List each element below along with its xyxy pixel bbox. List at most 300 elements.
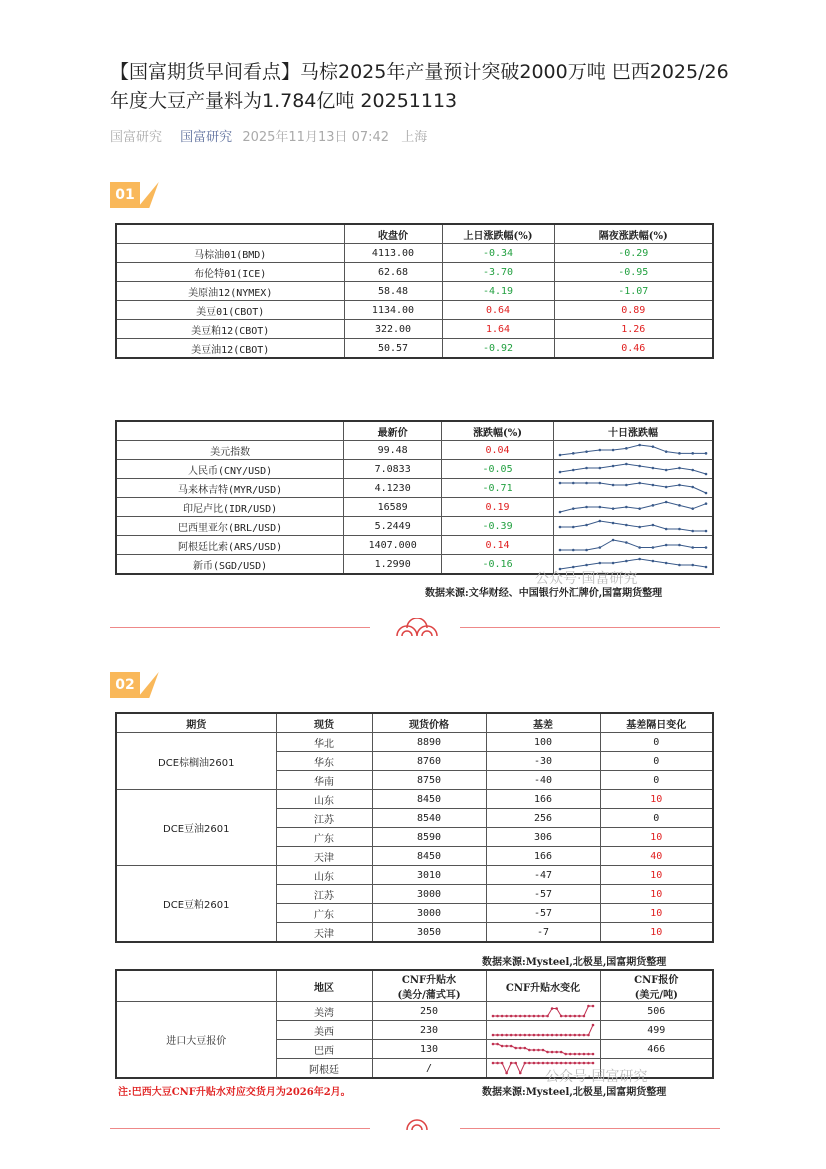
table-cell: 1.64 bbox=[442, 320, 554, 339]
sparkline-point bbox=[546, 1015, 549, 1018]
table-cell: 50.57 bbox=[344, 339, 442, 359]
sparkline-point bbox=[532, 1062, 535, 1065]
badge-stripe bbox=[137, 182, 158, 208]
sparkline-point bbox=[509, 1045, 512, 1048]
sparkline-point bbox=[625, 524, 628, 527]
table-cell: 江苏 bbox=[276, 809, 372, 828]
sparkline-point bbox=[652, 560, 655, 563]
sparkline-point bbox=[705, 566, 708, 569]
table-cell: 美豆粕12(CBOT) bbox=[116, 320, 344, 339]
sparkline-point bbox=[578, 1062, 581, 1065]
table-cell: 3000 bbox=[372, 904, 486, 923]
table-cell: 166 bbox=[486, 790, 600, 809]
sparkline-point bbox=[599, 482, 602, 485]
table-cell: -30 bbox=[486, 752, 600, 771]
table-row bbox=[116, 733, 713, 752]
sparkline-point bbox=[559, 454, 562, 457]
table-cell: 10 bbox=[600, 923, 713, 943]
table-header-row bbox=[116, 224, 713, 244]
sparkline-cell bbox=[554, 517, 714, 536]
sparkline-point bbox=[591, 1062, 594, 1065]
sparkline-point bbox=[564, 1062, 567, 1065]
sparkline-point bbox=[555, 1062, 558, 1065]
header-cell: 收盘价 bbox=[344, 224, 442, 244]
table-cell: 印尼卢比(IDR/USD) bbox=[116, 498, 344, 517]
sparkline-point bbox=[678, 544, 681, 547]
sparkline-point bbox=[572, 549, 575, 552]
sparkline-point bbox=[532, 1049, 535, 1052]
sparkline-point bbox=[652, 484, 655, 487]
table-cell: 新币(SGD/USD) bbox=[116, 555, 344, 575]
sparkline-point bbox=[652, 504, 655, 507]
sparkline-point bbox=[638, 546, 641, 549]
table-cell: 4113.00 bbox=[344, 244, 442, 263]
sparkline-point bbox=[564, 1015, 567, 1018]
sparkline-point bbox=[559, 1051, 562, 1054]
sparkline-point bbox=[568, 1015, 571, 1018]
table-cell: 8540 bbox=[372, 809, 486, 828]
sparkline-point bbox=[638, 558, 641, 561]
table-cell: 巴西 bbox=[276, 1040, 372, 1059]
table-cell: -0.71 bbox=[442, 479, 554, 498]
sparkline-point bbox=[625, 560, 628, 563]
table-cell: 8750 bbox=[372, 771, 486, 790]
author: 国富研究 bbox=[110, 130, 163, 145]
sparkline-point bbox=[559, 511, 562, 514]
sparkline-point bbox=[582, 1062, 585, 1065]
table-cell: 华南 bbox=[276, 771, 372, 790]
sparkline-point bbox=[491, 1015, 494, 1018]
sparkline-point bbox=[638, 465, 641, 468]
sparkline-point bbox=[496, 1015, 499, 1018]
sparkline-cell bbox=[554, 536, 714, 555]
badge-stripe bbox=[137, 672, 158, 698]
sparkline-point bbox=[665, 469, 668, 472]
section-badge-01 bbox=[110, 182, 154, 208]
sparkline-point bbox=[541, 1015, 544, 1018]
sparkline-point bbox=[509, 1062, 512, 1065]
sparkline-point bbox=[625, 484, 628, 487]
table-cell: 1407.000 bbox=[344, 536, 442, 555]
sparkline-point bbox=[572, 526, 575, 529]
table-cell: 华东 bbox=[276, 752, 372, 771]
sparkline-chart bbox=[554, 442, 712, 458]
sparkline-point bbox=[599, 546, 602, 549]
table-cell: 阿根廷 bbox=[276, 1059, 372, 1079]
sparkline-cell bbox=[486, 1040, 600, 1059]
futures-table bbox=[115, 223, 714, 359]
article-meta bbox=[110, 126, 435, 145]
sparkline-point bbox=[518, 1015, 521, 1018]
sparkline-point bbox=[691, 469, 694, 472]
table-cell: 0 bbox=[600, 809, 713, 828]
sparkline-point bbox=[705, 546, 708, 549]
table-row bbox=[116, 320, 713, 339]
sparkline-point bbox=[591, 1053, 594, 1056]
table-cell: -4.19 bbox=[442, 282, 554, 301]
sparkline-point bbox=[573, 1015, 576, 1018]
sparkline-point bbox=[550, 1051, 553, 1054]
fx-table bbox=[115, 420, 714, 575]
footnote: 注:巴西大豆CNF升贴水对应交货月为2026年2月。 bbox=[118, 1087, 351, 1098]
table-cell: -0.05 bbox=[442, 460, 554, 479]
sparkline-point bbox=[573, 1053, 576, 1056]
data-source: 数据来源:文华财经、中国银行外汇牌价,国富期货整理 bbox=[425, 588, 663, 599]
sparkline-point bbox=[514, 1062, 517, 1065]
sparkline-cell bbox=[554, 498, 714, 517]
header-cell: 现货 bbox=[276, 713, 372, 733]
sparkline-point bbox=[518, 1034, 521, 1037]
sparkline-cell bbox=[554, 479, 714, 498]
sparkline-point bbox=[705, 530, 708, 533]
sparkline-point bbox=[514, 1047, 517, 1050]
sparkline-point bbox=[568, 1034, 571, 1037]
sparkline-point bbox=[612, 562, 615, 565]
sparkline-chart bbox=[554, 537, 712, 553]
sparkline-point bbox=[599, 506, 602, 509]
table-cell: 230 bbox=[372, 1021, 486, 1040]
watermark: 公众号·国富研究 bbox=[535, 571, 638, 587]
sparkline-point bbox=[518, 1072, 521, 1075]
sparkline-point bbox=[625, 463, 628, 466]
sparkline-point bbox=[678, 504, 681, 507]
sparkline-point bbox=[491, 1062, 494, 1065]
sparkline-point bbox=[638, 507, 641, 510]
section-divider bbox=[110, 618, 720, 638]
table-row bbox=[116, 339, 713, 359]
sparkline-line bbox=[560, 540, 706, 550]
table-cell: 0.64 bbox=[442, 301, 554, 320]
sparkline-point bbox=[564, 1034, 567, 1037]
header-cell: 地区 bbox=[276, 970, 372, 1002]
table-cell: / bbox=[372, 1059, 486, 1079]
table-cell: 3010 bbox=[372, 866, 486, 885]
sparkline-point bbox=[500, 1062, 503, 1065]
sparkline-point bbox=[691, 546, 694, 549]
sparkline-point bbox=[559, 1062, 562, 1065]
cloud-ornament-icon bbox=[392, 618, 442, 638]
sparkline-point bbox=[678, 467, 681, 470]
sparkline-point bbox=[652, 445, 655, 448]
sparkline-point bbox=[505, 1072, 508, 1075]
sparkline-point bbox=[496, 1034, 499, 1037]
sparkline-point bbox=[528, 1034, 531, 1037]
sparkline-point bbox=[585, 482, 588, 485]
table-cell: 人民币(CNY/USD) bbox=[116, 460, 344, 479]
sparkline-point bbox=[585, 549, 588, 552]
table-row bbox=[116, 498, 713, 517]
table-cell: 506 bbox=[600, 1002, 713, 1021]
sparkline-point bbox=[537, 1034, 540, 1037]
sparkline-point bbox=[532, 1034, 535, 1037]
sparkline-point bbox=[691, 530, 694, 533]
table-row bbox=[116, 479, 713, 498]
table-cell: 0 bbox=[600, 733, 713, 752]
table-row bbox=[116, 441, 713, 460]
sparkline-point bbox=[705, 502, 708, 505]
table-cell: 16589 bbox=[344, 498, 442, 517]
sparkline-point bbox=[587, 1053, 590, 1056]
sparkline-point bbox=[528, 1015, 531, 1018]
sparkline-point bbox=[537, 1015, 540, 1018]
table-row bbox=[116, 866, 713, 885]
sparkline-point bbox=[652, 546, 655, 549]
sparkline-point bbox=[665, 528, 668, 531]
sparkline-point bbox=[573, 1034, 576, 1037]
sparkline-point bbox=[591, 1005, 594, 1008]
table-cell: 0.04 bbox=[442, 441, 554, 460]
sparkline-point bbox=[500, 1034, 503, 1037]
table-cell: 阿根廷比索(ARS/USD) bbox=[116, 536, 344, 555]
sparkline-point bbox=[612, 449, 615, 452]
header-cell: 期货 bbox=[116, 713, 276, 733]
sparkline-point bbox=[491, 1043, 494, 1046]
sparkline-point bbox=[568, 1053, 571, 1056]
sparkline-point bbox=[491, 1034, 494, 1037]
sparkline-point bbox=[585, 524, 588, 527]
sparkline-point bbox=[612, 465, 615, 468]
sparkline-point bbox=[514, 1015, 517, 1018]
sparkline-point bbox=[514, 1034, 517, 1037]
section-number: 01 bbox=[110, 182, 140, 208]
sparkline-point bbox=[612, 484, 615, 487]
table-cell: -57 bbox=[486, 885, 600, 904]
table-cell: 100 bbox=[486, 733, 600, 752]
table-row bbox=[116, 263, 713, 282]
sparkline-point bbox=[652, 524, 655, 527]
sparkline-point bbox=[665, 544, 668, 547]
sparkline-point bbox=[555, 1034, 558, 1037]
table-cell: 山东 bbox=[276, 866, 372, 885]
table-cell: 8590 bbox=[372, 828, 486, 847]
sparkline-point bbox=[705, 492, 708, 495]
sparkline-point bbox=[559, 471, 562, 474]
sparkline-point bbox=[555, 1051, 558, 1054]
sparkline-point bbox=[578, 1053, 581, 1056]
sparkline-point bbox=[665, 450, 668, 453]
table-cell: 美豆01(CBOT) bbox=[116, 301, 344, 320]
sparkline-point bbox=[500, 1015, 503, 1018]
table-cell: 99.48 bbox=[344, 441, 442, 460]
sparkline-point bbox=[705, 452, 708, 455]
sparkline-point bbox=[541, 1034, 544, 1037]
sparkline-chart bbox=[487, 1041, 599, 1057]
header-cell: CNF升贴水 (美分/蒲式耳) bbox=[372, 970, 486, 1002]
sparkline-point bbox=[599, 562, 602, 565]
table-cell: 466 bbox=[600, 1040, 713, 1059]
table-cell: -1.07 bbox=[554, 282, 713, 301]
table-row bbox=[116, 790, 713, 809]
table-cell: -0.39 bbox=[442, 517, 554, 536]
table-cell: 江苏 bbox=[276, 885, 372, 904]
table-row bbox=[116, 301, 713, 320]
sparkline-point bbox=[625, 541, 628, 544]
table-cell: 58.48 bbox=[344, 282, 442, 301]
sparkline-point bbox=[505, 1015, 508, 1018]
sparkline-chart bbox=[487, 1022, 599, 1038]
sparkline-point bbox=[559, 1034, 562, 1037]
sparkline-point bbox=[599, 467, 602, 470]
sparkline-point bbox=[559, 482, 562, 485]
table-cell: 马来林吉特(MYR/USD) bbox=[116, 479, 344, 498]
sparkline-point bbox=[587, 1034, 590, 1037]
table-row bbox=[116, 282, 713, 301]
header-cell: 十日涨跌幅 bbox=[554, 421, 714, 441]
sparkline-point bbox=[541, 1049, 544, 1052]
sparkline-point bbox=[665, 486, 668, 489]
table-cell: 4.1230 bbox=[344, 479, 442, 498]
sparkline-point bbox=[550, 1034, 553, 1037]
sparkline-point bbox=[509, 1015, 512, 1018]
table-cell: 256 bbox=[486, 809, 600, 828]
sparkline-point bbox=[528, 1062, 531, 1065]
section-number: 02 bbox=[110, 672, 140, 698]
sparkline-point bbox=[678, 484, 681, 487]
table-cell: 8890 bbox=[372, 733, 486, 752]
header-cell: CNF报价 (美元/吨) bbox=[600, 970, 713, 1002]
sparkline-point bbox=[691, 564, 694, 567]
sparkline-point bbox=[546, 1062, 549, 1065]
sparkline-chart bbox=[554, 518, 712, 534]
table-row bbox=[116, 1002, 713, 1021]
sparkline-point bbox=[587, 1062, 590, 1065]
section-divider bbox=[110, 1112, 720, 1132]
sparkline-point bbox=[638, 444, 641, 447]
publish-location: 上海 bbox=[401, 130, 428, 145]
table-cell: -47 bbox=[486, 866, 600, 885]
sparkline-point bbox=[568, 1062, 571, 1065]
sparkline-point bbox=[523, 1015, 526, 1018]
table-row bbox=[116, 517, 713, 536]
table-cell: 10 bbox=[600, 904, 713, 923]
sparkline-point bbox=[599, 449, 602, 452]
table-cell: DCE棕榈油2601 bbox=[116, 733, 276, 790]
table-cell: 166 bbox=[486, 847, 600, 866]
table-cell: 306 bbox=[486, 828, 600, 847]
table-cell: -57 bbox=[486, 904, 600, 923]
sparkline-point bbox=[532, 1015, 535, 1018]
table-cell: 0.19 bbox=[442, 498, 554, 517]
sparkline-point bbox=[582, 1053, 585, 1056]
table-cell: -0.34 bbox=[442, 244, 554, 263]
table-cell: 1134.00 bbox=[344, 301, 442, 320]
sparkline-line bbox=[493, 1025, 593, 1035]
header-cell: 现货价格 bbox=[372, 713, 486, 733]
table-cell: -0.16 bbox=[442, 555, 554, 575]
sparkline-point bbox=[582, 1015, 585, 1018]
sparkline-line bbox=[560, 445, 706, 455]
sparkline-cell bbox=[486, 1021, 600, 1040]
sparkline-point bbox=[523, 1047, 526, 1050]
sparkline-point bbox=[505, 1034, 508, 1037]
table-cell: -40 bbox=[486, 771, 600, 790]
header-cell bbox=[116, 970, 276, 1002]
table-row bbox=[116, 536, 713, 555]
header-cell bbox=[116, 421, 344, 441]
table-header-row bbox=[116, 421, 713, 441]
table-cell: 美豆油12(CBOT) bbox=[116, 339, 344, 359]
sparkline-cell bbox=[554, 441, 714, 460]
table-cell: 40 bbox=[600, 847, 713, 866]
sparkline-point bbox=[691, 507, 694, 510]
section-badge-02 bbox=[110, 672, 154, 698]
sparkline-point bbox=[572, 482, 575, 485]
sparkline-chart bbox=[554, 461, 712, 477]
sparkline-point bbox=[585, 506, 588, 509]
sparkline-point bbox=[599, 520, 602, 523]
sparkline-point bbox=[591, 1024, 594, 1027]
table-cell: 美西 bbox=[276, 1021, 372, 1040]
watermark: 公众号·国富研究 bbox=[545, 1069, 648, 1085]
cloud-ornament-icon bbox=[392, 1112, 442, 1132]
account-link[interactable]: 国富研究 bbox=[180, 130, 233, 145]
sparkline-point bbox=[587, 1005, 590, 1008]
header-cell: CNF升贴水变化 bbox=[486, 970, 600, 1002]
sparkline-point bbox=[612, 522, 615, 525]
sparkline-point bbox=[678, 564, 681, 567]
table-cell: 10 bbox=[600, 866, 713, 885]
sparkline-chart bbox=[554, 480, 712, 496]
sparkline-point bbox=[625, 506, 628, 509]
sparkline-cell bbox=[486, 1002, 600, 1021]
sparkline-point bbox=[573, 1062, 576, 1065]
sparkline-point bbox=[555, 1007, 558, 1010]
table-cell: DCE豆粕2601 bbox=[116, 866, 276, 943]
table-cell: 华北 bbox=[276, 733, 372, 752]
sparkline-point bbox=[612, 507, 615, 510]
table-cell: 进口大豆报价 bbox=[116, 1002, 276, 1079]
table-cell: 天津 bbox=[276, 847, 372, 866]
publish-datetime: 2025年11月13日 07:42 bbox=[242, 130, 390, 145]
header-cell: 上日涨跌幅(%) bbox=[442, 224, 554, 244]
sparkline-point bbox=[550, 1007, 553, 1010]
header-cell: 最新价 bbox=[344, 421, 442, 441]
sparkline-point bbox=[496, 1062, 499, 1065]
table-cell: 5.2449 bbox=[344, 517, 442, 536]
sparkline-point bbox=[572, 452, 575, 455]
sparkline-point bbox=[505, 1045, 508, 1048]
table-cell: 天津 bbox=[276, 923, 372, 943]
table-cell: 1.2990 bbox=[344, 555, 442, 575]
sparkline-point bbox=[612, 539, 615, 542]
table-cell: 8760 bbox=[372, 752, 486, 771]
sparkline-point bbox=[559, 526, 562, 529]
table-cell: 8450 bbox=[372, 847, 486, 866]
sparkline-point bbox=[572, 469, 575, 472]
sparkline-point bbox=[500, 1045, 503, 1048]
sparkline-point bbox=[578, 1015, 581, 1018]
sparkline-point bbox=[638, 482, 641, 485]
sparkline-point bbox=[496, 1043, 499, 1046]
header-cell: 基差 bbox=[486, 713, 600, 733]
sparkline-point bbox=[691, 486, 694, 489]
table-row bbox=[116, 460, 713, 479]
table-cell: 美元指数 bbox=[116, 441, 344, 460]
table-cell: 3050 bbox=[372, 923, 486, 943]
sparkline-point bbox=[546, 1051, 549, 1054]
table-cell: -7 bbox=[486, 923, 600, 943]
table-cell: 广东 bbox=[276, 904, 372, 923]
data-source: 数据来源:Mysteel,北极星,国富期货整理 bbox=[482, 957, 667, 968]
sparkline-point bbox=[537, 1062, 540, 1065]
table-cell: 0.46 bbox=[554, 339, 713, 359]
table-cell: 0.89 bbox=[554, 301, 713, 320]
sparkline-line bbox=[560, 521, 706, 531]
table-cell: DCE豆油2601 bbox=[116, 790, 276, 866]
soybean-import-table bbox=[115, 969, 714, 1079]
table-cell: 马棕油01(BMD) bbox=[116, 244, 344, 263]
table-cell: 250 bbox=[372, 1002, 486, 1021]
